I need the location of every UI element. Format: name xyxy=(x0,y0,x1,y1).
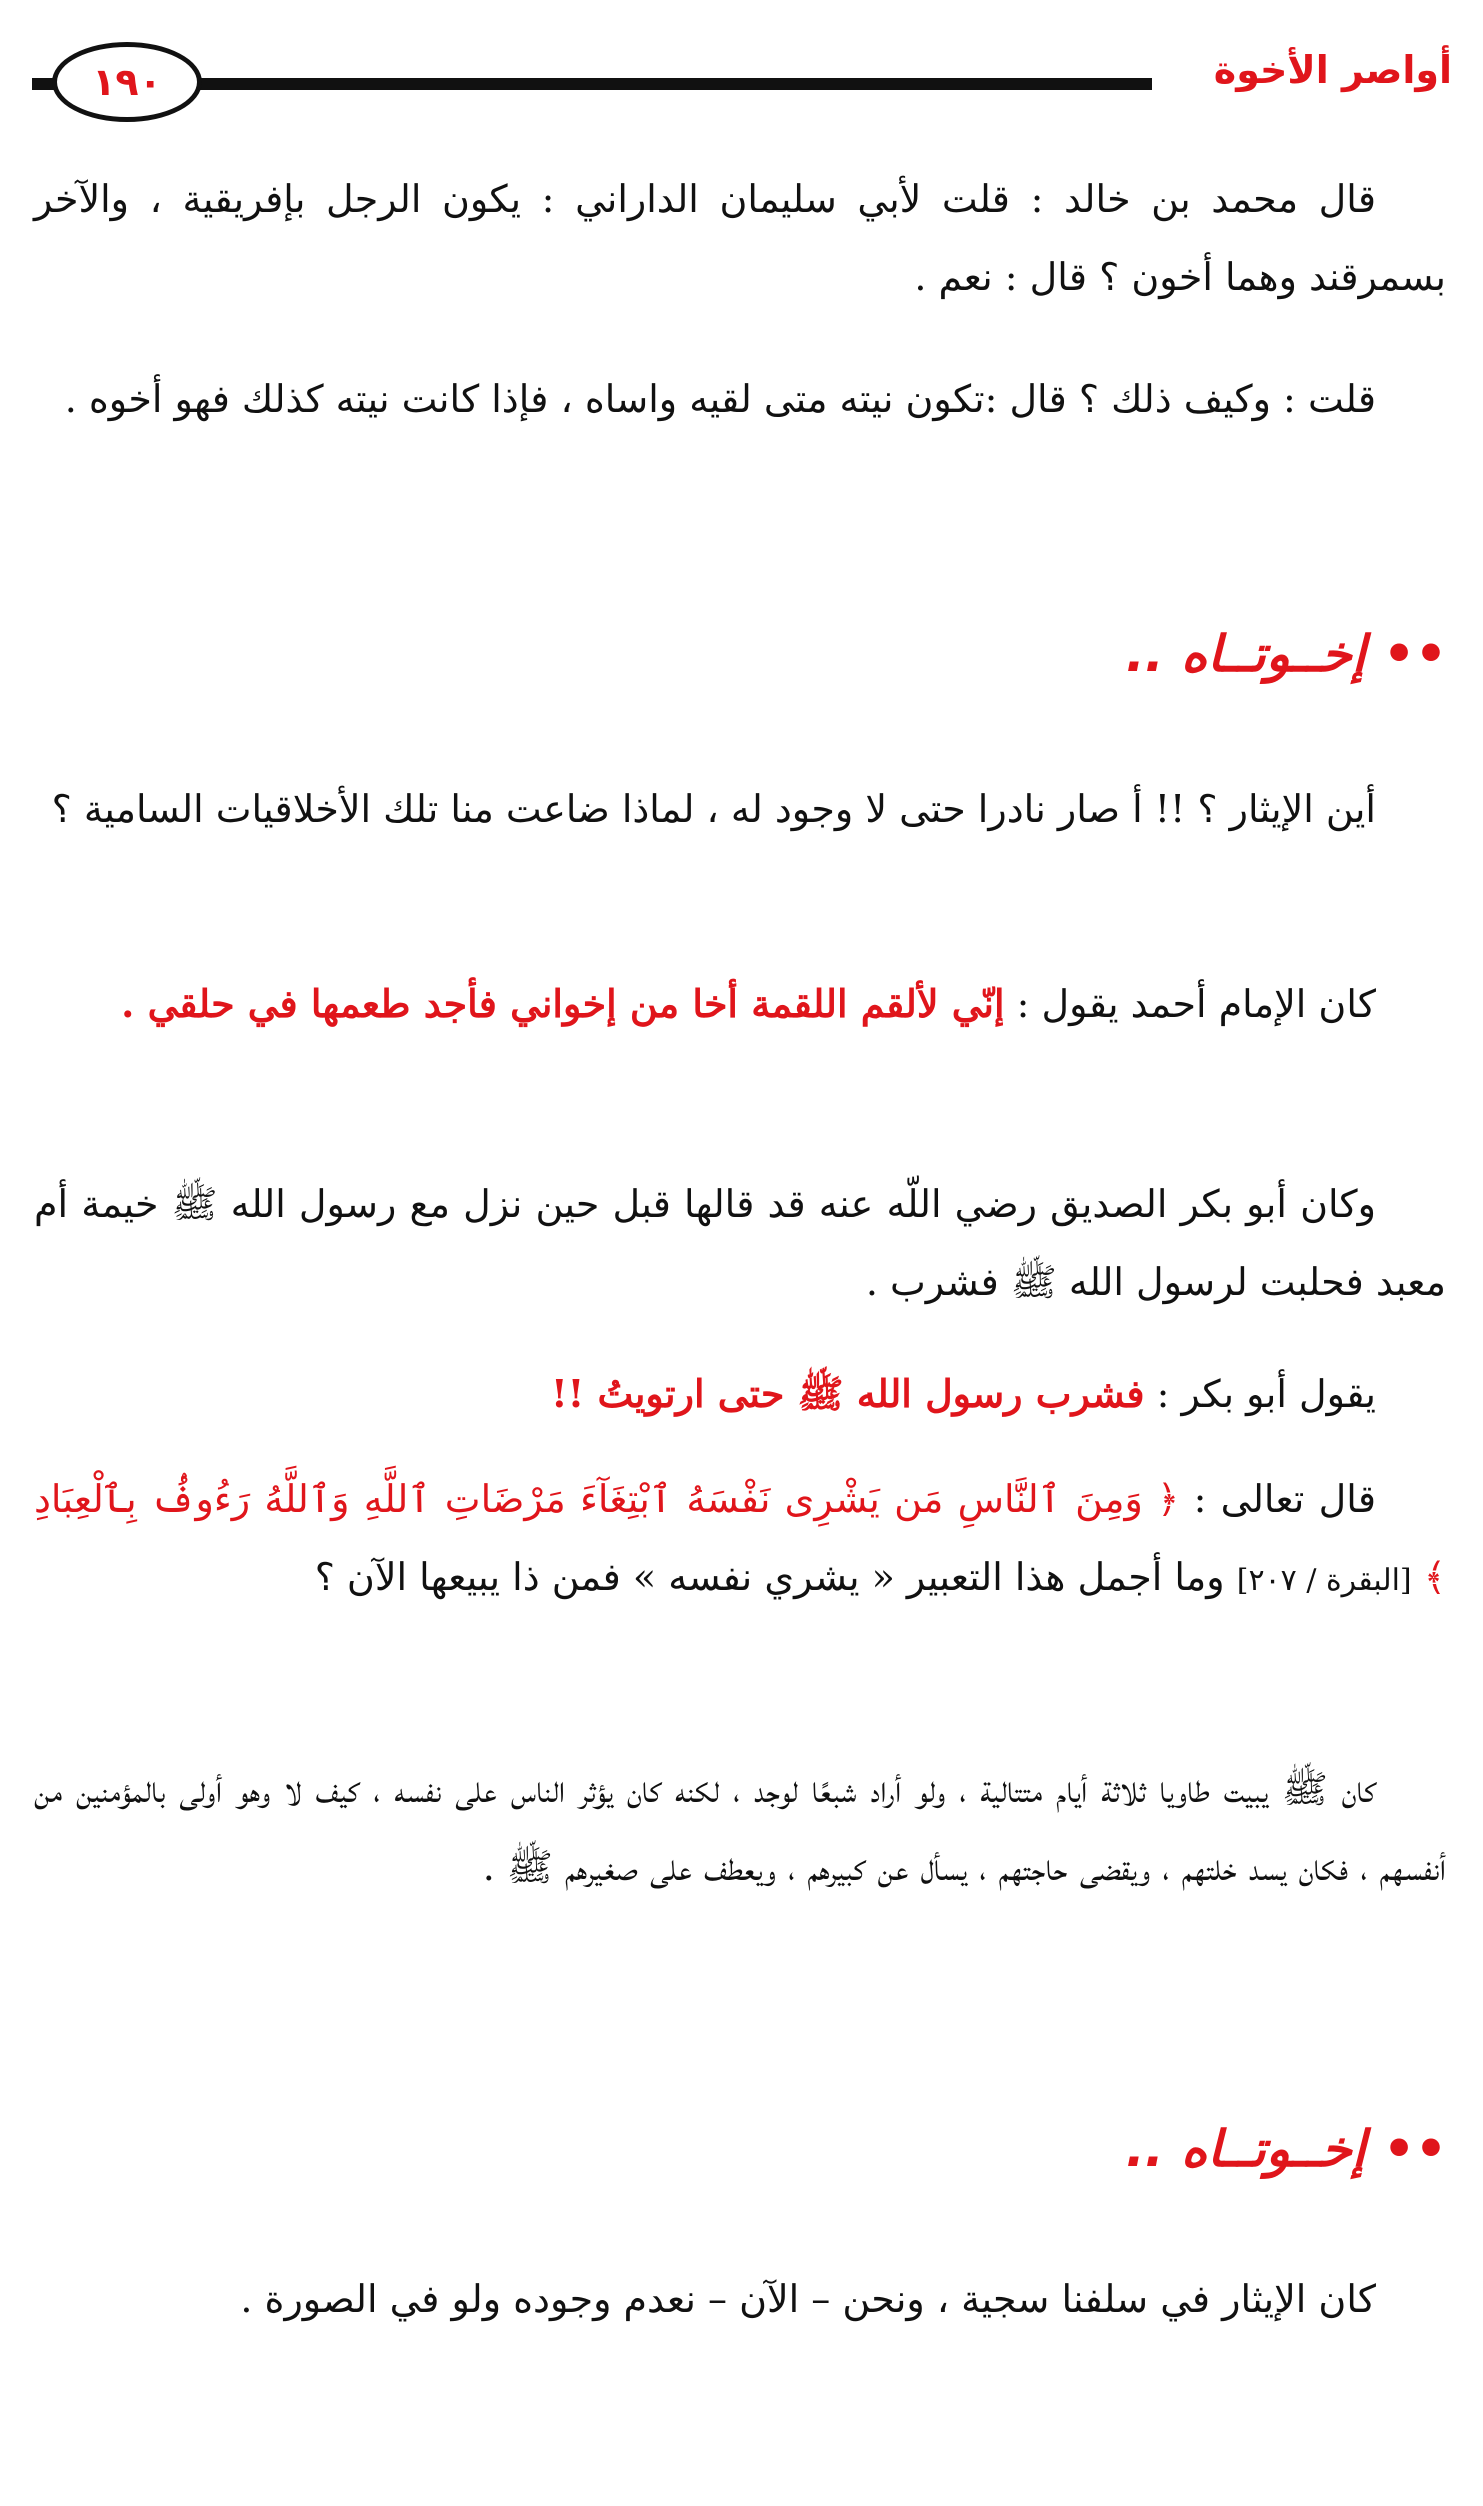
book-title: أواصر الأخوة xyxy=(1213,48,1452,92)
paragraph-1: قال محمد بن خالد : قلت لأبي سليمان الداراني : يكون الرجل بإفريقية ، والآخر بسمرقند وهما أخون ؟ قال : نعم . xyxy=(34,177,1446,299)
paragraph-4-intro: كان الإمام أحمد يقول : xyxy=(1004,982,1376,1026)
paragraph-7-rest: وما أجمل هذا التعبير « يشري نفسه » فمن ذا يبيعها الآن ؟ xyxy=(314,1555,1237,1599)
paragraph-6 xyxy=(34,1355,1446,1433)
paragraph-7-intro: قال تعالى : xyxy=(1179,1477,1376,1521)
paragraph-9: كان الإيثار في سلفنا سجية ، ونحن – الآن – نعدم وجوده ولو في الصورة . xyxy=(240,2277,1376,2321)
page-header xyxy=(32,30,1452,130)
paragraph-2: قلت : وكيف ذلك ؟ قال :تكون نيته متى لقيه واساه ، فإذا كانت نيته كذلك فهو أخوه . xyxy=(64,377,1376,421)
paragraph-8: كان ﷺ يبيت طاويا ثلاثة أيام متتالية ، ولو أراد شبعًا لوجد ، لكنه كان يؤثر الناس على نفسه ، كيف لا وهو أولى بالمؤمنين من أنفسهم ، فكان يسد خلتهم ، ويقضى حاجتهم ، يسأل عن كبيرهم ، ويعطف على صغيرهم ﷺ . xyxy=(34,1767,1446,1889)
abu-bakr-quote: فشرب رسول الله ﷺ حتى ارتويتُ !! xyxy=(550,1371,1145,1416)
imam-ahmad-quote: إنّي لألقم اللقمة أخا من إخواني فأجد طعمها في حلقي . xyxy=(121,981,1005,1026)
quran-verse: ﴿ وَمِنَ ٱلنَّاسِ مَن يَشْرِى نَفْسَهُ ٱبْتِغَآءَ مَرْضَاتِ ٱللَّهِ وَٱللَّهُ رَءُوفُۢ بِٱلْعِبَادِ ﴾ xyxy=(34,1477,1446,1599)
paragraph-3: أين الإيثار ؟ !! أ صار نادرا حتى لا وجود له ، لماذا ضاعت منا تلك الأخلاقيات السامية ؟ xyxy=(51,787,1376,831)
paragraph-7 xyxy=(34,1460,1446,1620)
paragraph-4 xyxy=(34,965,1446,1043)
section-heading-1: •• إخــوتــاه .. xyxy=(1125,625,1447,683)
paragraph-5: وكان أبو بكر الصديق رضي اللّه عنه قد قالها قبل حين نزل مع رسول الله ﷺ خيمة أم معبد فحلبت لرسول الله ﷺ فشرب . xyxy=(34,1182,1446,1304)
header-rule xyxy=(182,78,1152,90)
paragraph-6-intro: يقول أبو بكر : xyxy=(1144,1372,1376,1416)
page-number: ١٩٠ xyxy=(52,42,202,122)
section-heading-2: •• إخــوتــاه .. xyxy=(1125,2120,1447,2178)
verse-reference: [البقرة / ٢٠٧] xyxy=(1236,1563,1412,1598)
